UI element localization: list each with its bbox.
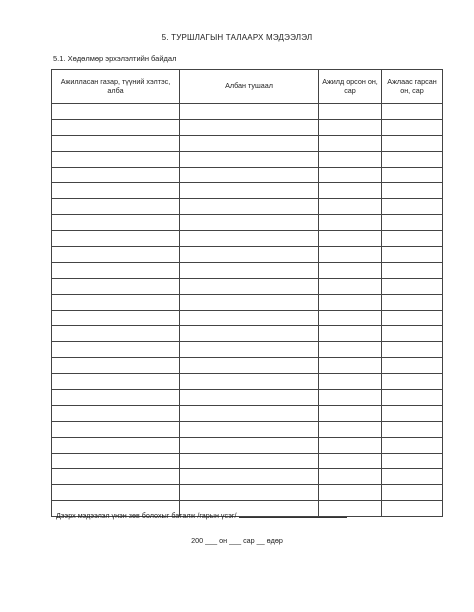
- cell-workplace[interactable]: [52, 278, 180, 294]
- cell-workplace[interactable]: [52, 374, 180, 390]
- table-row: [52, 326, 443, 342]
- cell-position[interactable]: [180, 167, 319, 183]
- cell-end-date[interactable]: [382, 485, 443, 501]
- cell-position[interactable]: [180, 294, 319, 310]
- cell-start-date[interactable]: [319, 326, 382, 342]
- cell-workplace[interactable]: [52, 310, 180, 326]
- cell-workplace[interactable]: [52, 342, 180, 358]
- cell-workplace[interactable]: [52, 453, 180, 469]
- cell-workplace[interactable]: [52, 104, 180, 120]
- cell-end-date[interactable]: [382, 104, 443, 120]
- cell-start-date[interactable]: [319, 167, 382, 183]
- cell-start-date[interactable]: [319, 135, 382, 151]
- cell-position[interactable]: [180, 247, 319, 263]
- cell-workplace[interactable]: [52, 262, 180, 278]
- table-row: [52, 183, 443, 199]
- table-row: [52, 405, 443, 421]
- cell-position[interactable]: [180, 310, 319, 326]
- cell-workplace[interactable]: [52, 437, 180, 453]
- cell-position[interactable]: [180, 342, 319, 358]
- cell-workplace[interactable]: [52, 326, 180, 342]
- cell-end-date[interactable]: [382, 135, 443, 151]
- cell-end-date[interactable]: [382, 310, 443, 326]
- cell-end-date[interactable]: [382, 326, 443, 342]
- confirmation-line: [56, 509, 347, 520]
- table-row: [52, 278, 443, 294]
- cell-position[interactable]: [180, 374, 319, 390]
- cell-end-date[interactable]: [382, 390, 443, 406]
- cell-end-date[interactable]: [382, 469, 443, 485]
- table-row: [52, 342, 443, 358]
- cell-end-date[interactable]: [382, 421, 443, 437]
- table-row: [52, 119, 443, 135]
- table-row: [52, 215, 443, 231]
- cell-start-date[interactable]: [319, 421, 382, 437]
- table-header-row: [52, 70, 443, 104]
- cell-end-date[interactable]: [382, 358, 443, 374]
- table-row: [52, 374, 443, 390]
- cell-workplace[interactable]: [52, 485, 180, 501]
- table-row: [52, 294, 443, 310]
- cell-workplace[interactable]: [52, 421, 180, 437]
- employment-history-table: [51, 69, 443, 517]
- cell-end-date[interactable]: [382, 342, 443, 358]
- table-row: [52, 104, 443, 120]
- cell-position[interactable]: [180, 405, 319, 421]
- header-end-date: Ажлаас гарсан он, сар: [382, 70, 443, 104]
- cell-position[interactable]: [180, 437, 319, 453]
- cell-start-date[interactable]: [319, 390, 382, 406]
- cell-start-date[interactable]: [319, 405, 382, 421]
- cell-end-date[interactable]: [382, 183, 443, 199]
- cell-end-date[interactable]: [382, 501, 443, 517]
- cell-start-date[interactable]: [319, 231, 382, 247]
- cell-end-date[interactable]: [382, 215, 443, 231]
- cell-workplace[interactable]: [52, 183, 180, 199]
- cell-workplace[interactable]: [52, 119, 180, 135]
- table-row: [52, 151, 443, 167]
- table-row: [52, 247, 443, 263]
- cell-end-date[interactable]: [382, 278, 443, 294]
- table-row: [52, 390, 443, 406]
- table-row: [52, 310, 443, 326]
- cell-start-date[interactable]: [319, 358, 382, 374]
- cell-end-date[interactable]: [382, 405, 443, 421]
- cell-start-date[interactable]: [319, 104, 382, 120]
- cell-position[interactable]: [180, 421, 319, 437]
- cell-position[interactable]: [180, 469, 319, 485]
- cell-end-date[interactable]: [382, 374, 443, 390]
- cell-start-date[interactable]: [319, 151, 382, 167]
- cell-position[interactable]: [180, 104, 319, 120]
- cell-end-date[interactable]: [382, 231, 443, 247]
- table-row: [52, 135, 443, 151]
- header-start-date: Ажилд орсон он, сар: [319, 70, 382, 104]
- cell-end-date[interactable]: [382, 151, 443, 167]
- cell-position[interactable]: [180, 262, 319, 278]
- cell-end-date[interactable]: [382, 247, 443, 263]
- cell-start-date[interactable]: [319, 119, 382, 135]
- table-row: [52, 485, 443, 501]
- cell-position[interactable]: [180, 453, 319, 469]
- table-row: [52, 199, 443, 215]
- header-workplace: Ажилласан газар, түүний хэлтэс, алба: [52, 70, 180, 104]
- cell-start-date[interactable]: [319, 199, 382, 215]
- cell-position[interactable]: [180, 278, 319, 294]
- cell-position[interactable]: [180, 183, 319, 199]
- cell-start-date[interactable]: [319, 247, 382, 263]
- cell-start-date[interactable]: [319, 215, 382, 231]
- cell-position[interactable]: [180, 151, 319, 167]
- cell-workplace[interactable]: [52, 151, 180, 167]
- table-body: [52, 104, 443, 517]
- cell-end-date[interactable]: [382, 199, 443, 215]
- cell-start-date[interactable]: [319, 278, 382, 294]
- cell-end-date[interactable]: [382, 167, 443, 183]
- table-row: [52, 231, 443, 247]
- cell-position[interactable]: [180, 119, 319, 135]
- cell-workplace[interactable]: [52, 469, 180, 485]
- cell-start-date[interactable]: [319, 453, 382, 469]
- confirmation-text: Дээрх мэдээлэл үнэн зөв болохыг баталж /гарын үсэг/: [56, 511, 237, 520]
- cell-start-date[interactable]: [319, 294, 382, 310]
- table-row: [52, 453, 443, 469]
- cell-position[interactable]: [180, 215, 319, 231]
- cell-workplace[interactable]: [52, 215, 180, 231]
- cell-start-date[interactable]: [319, 183, 382, 199]
- cell-end-date[interactable]: [382, 437, 443, 453]
- cell-start-date[interactable]: [319, 310, 382, 326]
- cell-end-date[interactable]: [382, 262, 443, 278]
- cell-workplace[interactable]: [52, 247, 180, 263]
- cell-end-date[interactable]: [382, 119, 443, 135]
- cell-end-date[interactable]: [382, 294, 443, 310]
- cell-start-date[interactable]: [319, 374, 382, 390]
- cell-position[interactable]: [180, 135, 319, 151]
- table-row: [52, 437, 443, 453]
- cell-start-date[interactable]: [319, 485, 382, 501]
- cell-position[interactable]: [180, 358, 319, 374]
- table-row: [52, 469, 443, 485]
- table-row: [52, 167, 443, 183]
- cell-workplace[interactable]: [52, 358, 180, 374]
- cell-position[interactable]: [180, 199, 319, 215]
- cell-position[interactable]: [180, 390, 319, 406]
- table-row: [52, 262, 443, 278]
- page-title: 5. ТУРШЛАГЫН ТАЛААРХ МЭДЭЭЛЭЛ: [161, 33, 313, 42]
- cell-position[interactable]: [180, 485, 319, 501]
- cell-start-date[interactable]: [319, 437, 382, 453]
- cell-end-date[interactable]: [382, 453, 443, 469]
- cell-start-date[interactable]: [319, 469, 382, 485]
- header-position: Албан тушаал: [180, 70, 319, 104]
- cell-workplace[interactable]: [52, 199, 180, 215]
- table-row: [52, 358, 443, 374]
- cell-workplace[interactable]: [52, 390, 180, 406]
- cell-workplace[interactable]: [52, 231, 180, 247]
- table-row: [52, 421, 443, 437]
- cell-position[interactable]: [180, 326, 319, 342]
- section-heading: 5.1. Хөдөлмөр эрхэлэлтийн байдал: [53, 54, 177, 63]
- cell-workplace[interactable]: [52, 135, 180, 151]
- cell-start-date[interactable]: [319, 342, 382, 358]
- date-line: 200 ___ он ___ сар __ өдөр: [191, 536, 283, 545]
- cell-start-date[interactable]: [319, 262, 382, 278]
- cell-workplace[interactable]: [52, 167, 180, 183]
- cell-workplace[interactable]: [52, 294, 180, 310]
- signature-field[interactable]: [239, 509, 347, 518]
- cell-workplace[interactable]: [52, 405, 180, 421]
- cell-position[interactable]: [180, 231, 319, 247]
